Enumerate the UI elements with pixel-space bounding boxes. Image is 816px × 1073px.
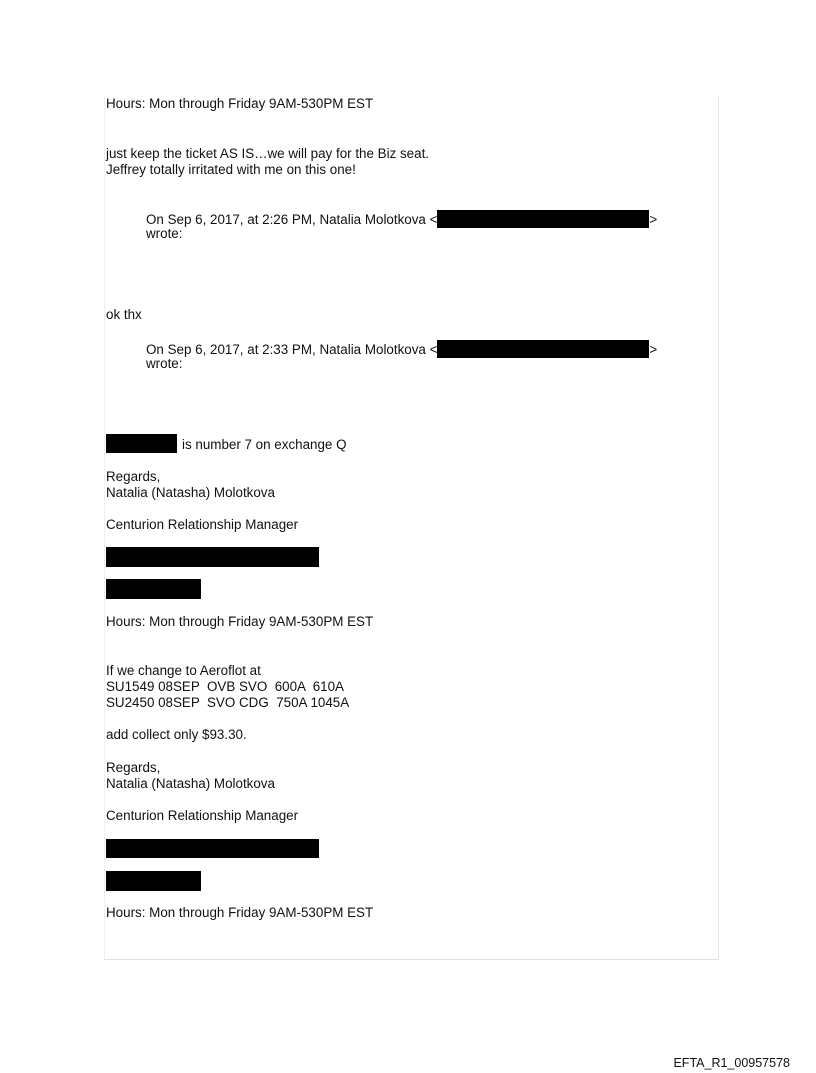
message-2-note: add collect only $93.30. [106, 727, 247, 742]
redacted-email [437, 210, 649, 228]
message-1-hours: Hours: Mon through Friday 9AM-530PM EST [106, 614, 374, 629]
message-2-regards: Regards, [106, 760, 161, 775]
quote-header-2-wrote: wrote: [146, 356, 183, 371]
quote-header-2 [146, 340, 657, 358]
bates-number: EFTA_R1_00957578 [673, 1056, 790, 1070]
flight-line-1: SU1549 08SEP OVB SVO 600A 610A [106, 679, 344, 694]
message-2-intro: If we change to Aeroflot at [106, 663, 261, 678]
quote-header-2-prefix: On Sep 6, 2017, at 2:33 PM, Natalia Molotkova < [146, 342, 438, 357]
redacted-name [106, 434, 177, 453]
quote-header-1-suffix: > [649, 212, 658, 227]
reply-ok-thx: ok thx [106, 307, 142, 322]
redacted-phone [106, 871, 201, 891]
message-1-body: is number 7 on exchange Q [182, 437, 347, 452]
message-1-regards: Regards, [106, 469, 161, 484]
message-2-signature-title: Centurion Relationship Manager [106, 808, 299, 823]
message-2-signature-name: Natalia (Natasha) Molotkova [106, 776, 275, 791]
redacted-contact [106, 547, 319, 567]
message-1-signature-name: Natalia (Natasha) Molotkova [106, 485, 275, 500]
reply-line-2: Jeffrey totally irritated with me on this one! [106, 162, 356, 177]
quote-header-1-wrote: wrote: [146, 226, 183, 241]
hours-line: Hours: Mon through Friday 9AM-530PM EST [106, 96, 374, 111]
message-2-hours: Hours: Mon through Friday 9AM-530PM EST [106, 905, 374, 920]
quote-header-2-suffix: > [649, 342, 658, 357]
quote-header-1-prefix: On Sep 6, 2017, at 2:26 PM, Natalia Molotkova < [146, 212, 438, 227]
quote-header-1 [146, 210, 657, 228]
redacted-contact [106, 839, 319, 858]
message-1-signature-title: Centurion Relationship Manager [106, 517, 299, 532]
reply-line-1: just keep the ticket AS IS…we will pay for the Biz seat. [106, 146, 430, 161]
redacted-phone [106, 579, 201, 599]
redacted-email [437, 340, 649, 358]
flight-line-2: SU2450 08SEP SVO CDG 750A 1045A [106, 695, 350, 710]
